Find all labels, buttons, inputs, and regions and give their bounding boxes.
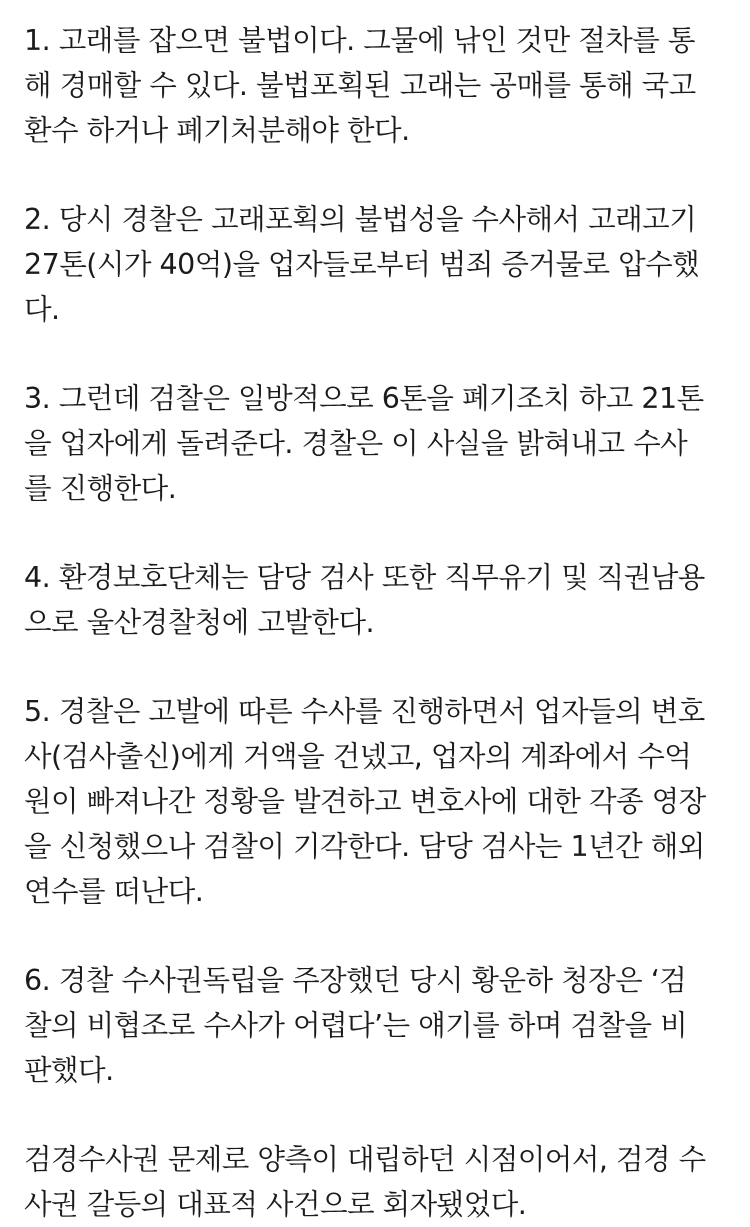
text-line: 3. 그런데 검찰은 일방적으로 6톤을 폐기조치 하고 21톤 xyxy=(24,382,704,415)
text-line: 해 경매할 수 있다. 불법포획된 고래는 공매를 통해 국고 xyxy=(24,69,696,102)
text-line: 사(검사출신)에게 거액을 건넸고, 업자의 계좌에서 수억 xyxy=(24,740,692,773)
paragraph-1 xyxy=(24,18,734,153)
text-line: 4. 환경보호단체는 담당 검사 또한 직무유기 및 직권남용 xyxy=(24,561,705,594)
text-line: 판했다. xyxy=(24,1054,114,1087)
paragraph-7 xyxy=(24,1137,734,1227)
paragraph-6 xyxy=(24,958,734,1093)
text-line: 을 신청했으나 검찰이 기각한다. 담당 검사는 1년간 해외 xyxy=(24,830,705,863)
text-line: 으로 울산경찰청에 고발한다. xyxy=(24,606,375,639)
text-line: 6. 경찰 수사권독립을 주장했던 당시 황운하 청장은 ‘검 xyxy=(24,964,687,997)
text-line: 5. 경찰은 고발에 따른 수사를 진행하면서 업자들의 변호 xyxy=(24,695,705,728)
text-line: 찰의 비협조로 수사가 어렵다’는 얘기를 하며 검찰을 비 xyxy=(24,1009,688,1042)
text-line: 사권 갈등의 대표적 사건으로 회자됐었다. xyxy=(24,1188,527,1221)
paragraph-3 xyxy=(24,376,734,511)
text-line: 원이 빠져나간 정황을 발견하고 변호사에 대한 각종 영장 xyxy=(24,785,706,818)
text-line: 2. 당시 경찰은 고래포획의 불법성을 수사해서 고래고기 xyxy=(24,203,697,236)
text-line: 검경수사권 문제로 양측이 대립하던 시점이어서, 검경 수 xyxy=(24,1143,706,1176)
paragraph-2 xyxy=(24,197,734,332)
text-line: 27톤(시가 40억)을 업자들로부터 범죄 증거물로 압수했 xyxy=(24,248,700,281)
text-line: 1. 고래를 잡으면 불법이다. 그물에 낚인 것만 절차를 통 xyxy=(24,24,695,57)
text-line: 을 업자에게 돌려준다. 경찰은 이 사실을 밝혀내고 수사 xyxy=(24,427,688,460)
paragraph-4 xyxy=(24,555,734,645)
text-line: 다. xyxy=(24,293,60,326)
text-line: 연수를 떠난다. xyxy=(24,875,204,908)
text-line: 환수 하거나 폐기처분해야 한다. xyxy=(24,114,410,147)
post-body xyxy=(24,18,734,1227)
paragraph-5 xyxy=(24,689,734,914)
text-line: 를 진행한다. xyxy=(24,472,177,505)
